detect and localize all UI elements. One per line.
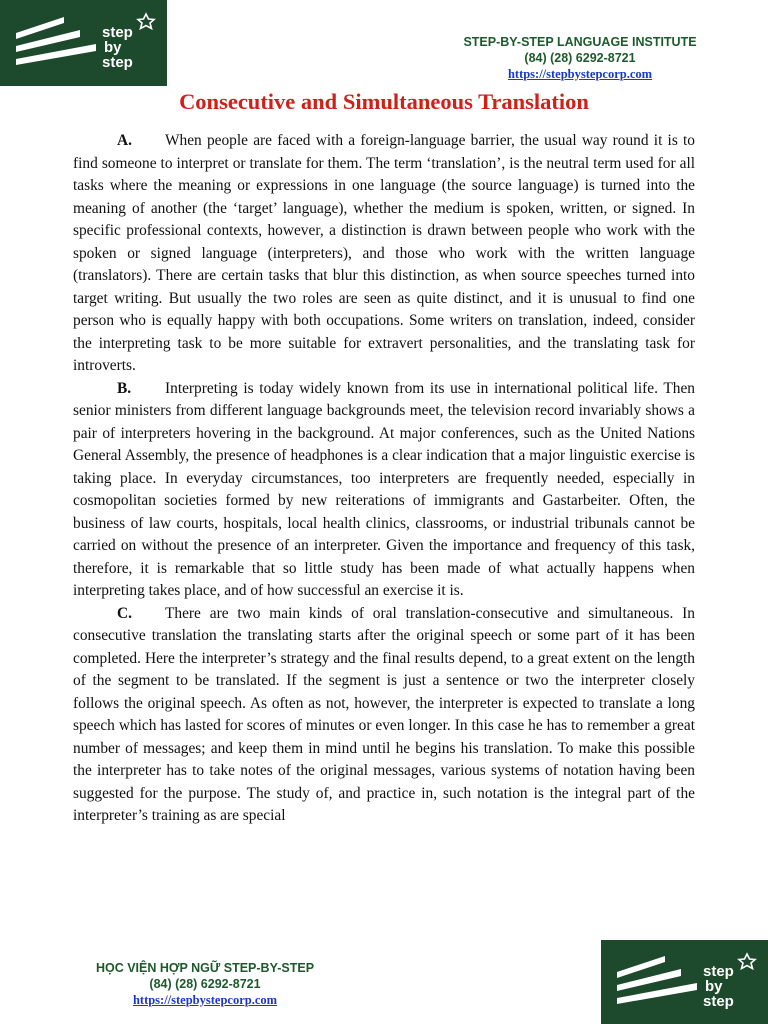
- footer-contact: [60, 960, 350, 1008]
- paragraph-text: There are two main kinds of oral translation-consecutive and simultaneous. In consecutive translation the translating starts after the original speech or some part of it has been completed. Here the interpreter’s strategy and the final results depend, to a great extent on the length of the segment to be translated. If the segment is just a sentence or two the interpreter closely follows the original speech. As often as not, however, the interpreter is expected to translate a long speech which has lasted for scores of minutes or even longer. In this case he has to remember a great number of messages; and keep them in mind until he begins his translation. To make this possible the interpreter has to take notes of the original messages, various systems of notation having been suggested for the purpose. The study of, and practice in, such notation is the integral part of the interpreter’s training as are special: [73, 604, 695, 824]
- logo-text-by: by: [705, 978, 723, 995]
- paragraph-label: C.: [117, 604, 132, 622]
- paragraph-text: When people are faced with a foreign-language barrier, the usual way round it is to find someone to interpret or translate for them. The term ‘translation’, is the neutral term used for all tasks where the meaning or expressions in one language (the source language) is turned into the meaning of another (the ‘target’ language), whether the medium is spoken, written, or signed. In specific professional contexts, however, a distinction is drawn between people who work with the spoken or signed language (interpreters), and those who work with the written language (translators). There are certain tasks that blur this distinction, as when source speeches turned into target writing. But usually the two roles are seen as quite distinct, and it is unusual to find one person who is equally happy with both occupations. Some writers on translation, indeed, consider the interpreting task to be more suitable for extravert personalities, and the translating task for introverts.: [73, 132, 695, 374]
- paragraph-label: A.: [117, 132, 132, 149]
- star-icon: [138, 14, 154, 29]
- paragraph-b: [73, 378, 695, 603]
- step-by-step-logo-graphic: [601, 940, 768, 1024]
- footer-institute-name: HỌC VIỆN HỢP NGỮ STEP-BY-STEP: [95, 961, 315, 975]
- header-website-link[interactable]: https://stepbystepcorp.com: [507, 67, 653, 81]
- header-contact: [400, 34, 760, 82]
- paragraph-a: [73, 130, 695, 378]
- paragraph-c: [73, 603, 695, 828]
- paragraph-text: Interpreting is today widely known from its use in international political life. Then senior ministers from different language backgrounds meet, the television record invariably shows a pair of interpreters hovering in the background. At major conferences, such as the United Nations General Assembly, the presence of headphones is a clear indication that a major linguistic exercise is taking place. In everyday circumstances, too interpreters are frequently needed, especially in cosmopolitan societies formed by new reiterations of immigrants and Gastarbeiter. Often, the business of law courts, hospitals, local health clinics, classrooms, or industrial tribunals cannot be carried on without the presence of an interpreter. Given the importance and frequency of this task, therefore, it is remarkable that so little study has been made of what actually happens when interpreting takes place, and of how successful an exercise it is.: [73, 379, 695, 599]
- brand-logo-top: [0, 0, 167, 86]
- header-phone: (84) (28) 6292-8721: [524, 51, 636, 65]
- paragraph-label: B.: [117, 379, 132, 397]
- step-by-step-logo-graphic: [0, 0, 167, 86]
- footer-phone: (84) (28) 6292-8721: [149, 977, 261, 991]
- logo-text-step-2: step: [703, 993, 734, 1010]
- page-title: Consecutive and Simultaneous Translation: [179, 89, 589, 114]
- brand-logo-bottom: [601, 940, 768, 1024]
- logo-text-step: step: [102, 24, 133, 41]
- document-body: [73, 130, 695, 828]
- footer-website-link[interactable]: https://stepbystepcorp.com: [132, 993, 278, 1007]
- logo-text-step: step: [703, 963, 734, 980]
- header-institute-name: STEP-BY-STEP LANGUAGE INSTITUTE: [463, 35, 697, 49]
- logo-text-step-2: step: [102, 54, 133, 71]
- logo-text-by: by: [104, 39, 122, 56]
- star-icon: [739, 954, 755, 969]
